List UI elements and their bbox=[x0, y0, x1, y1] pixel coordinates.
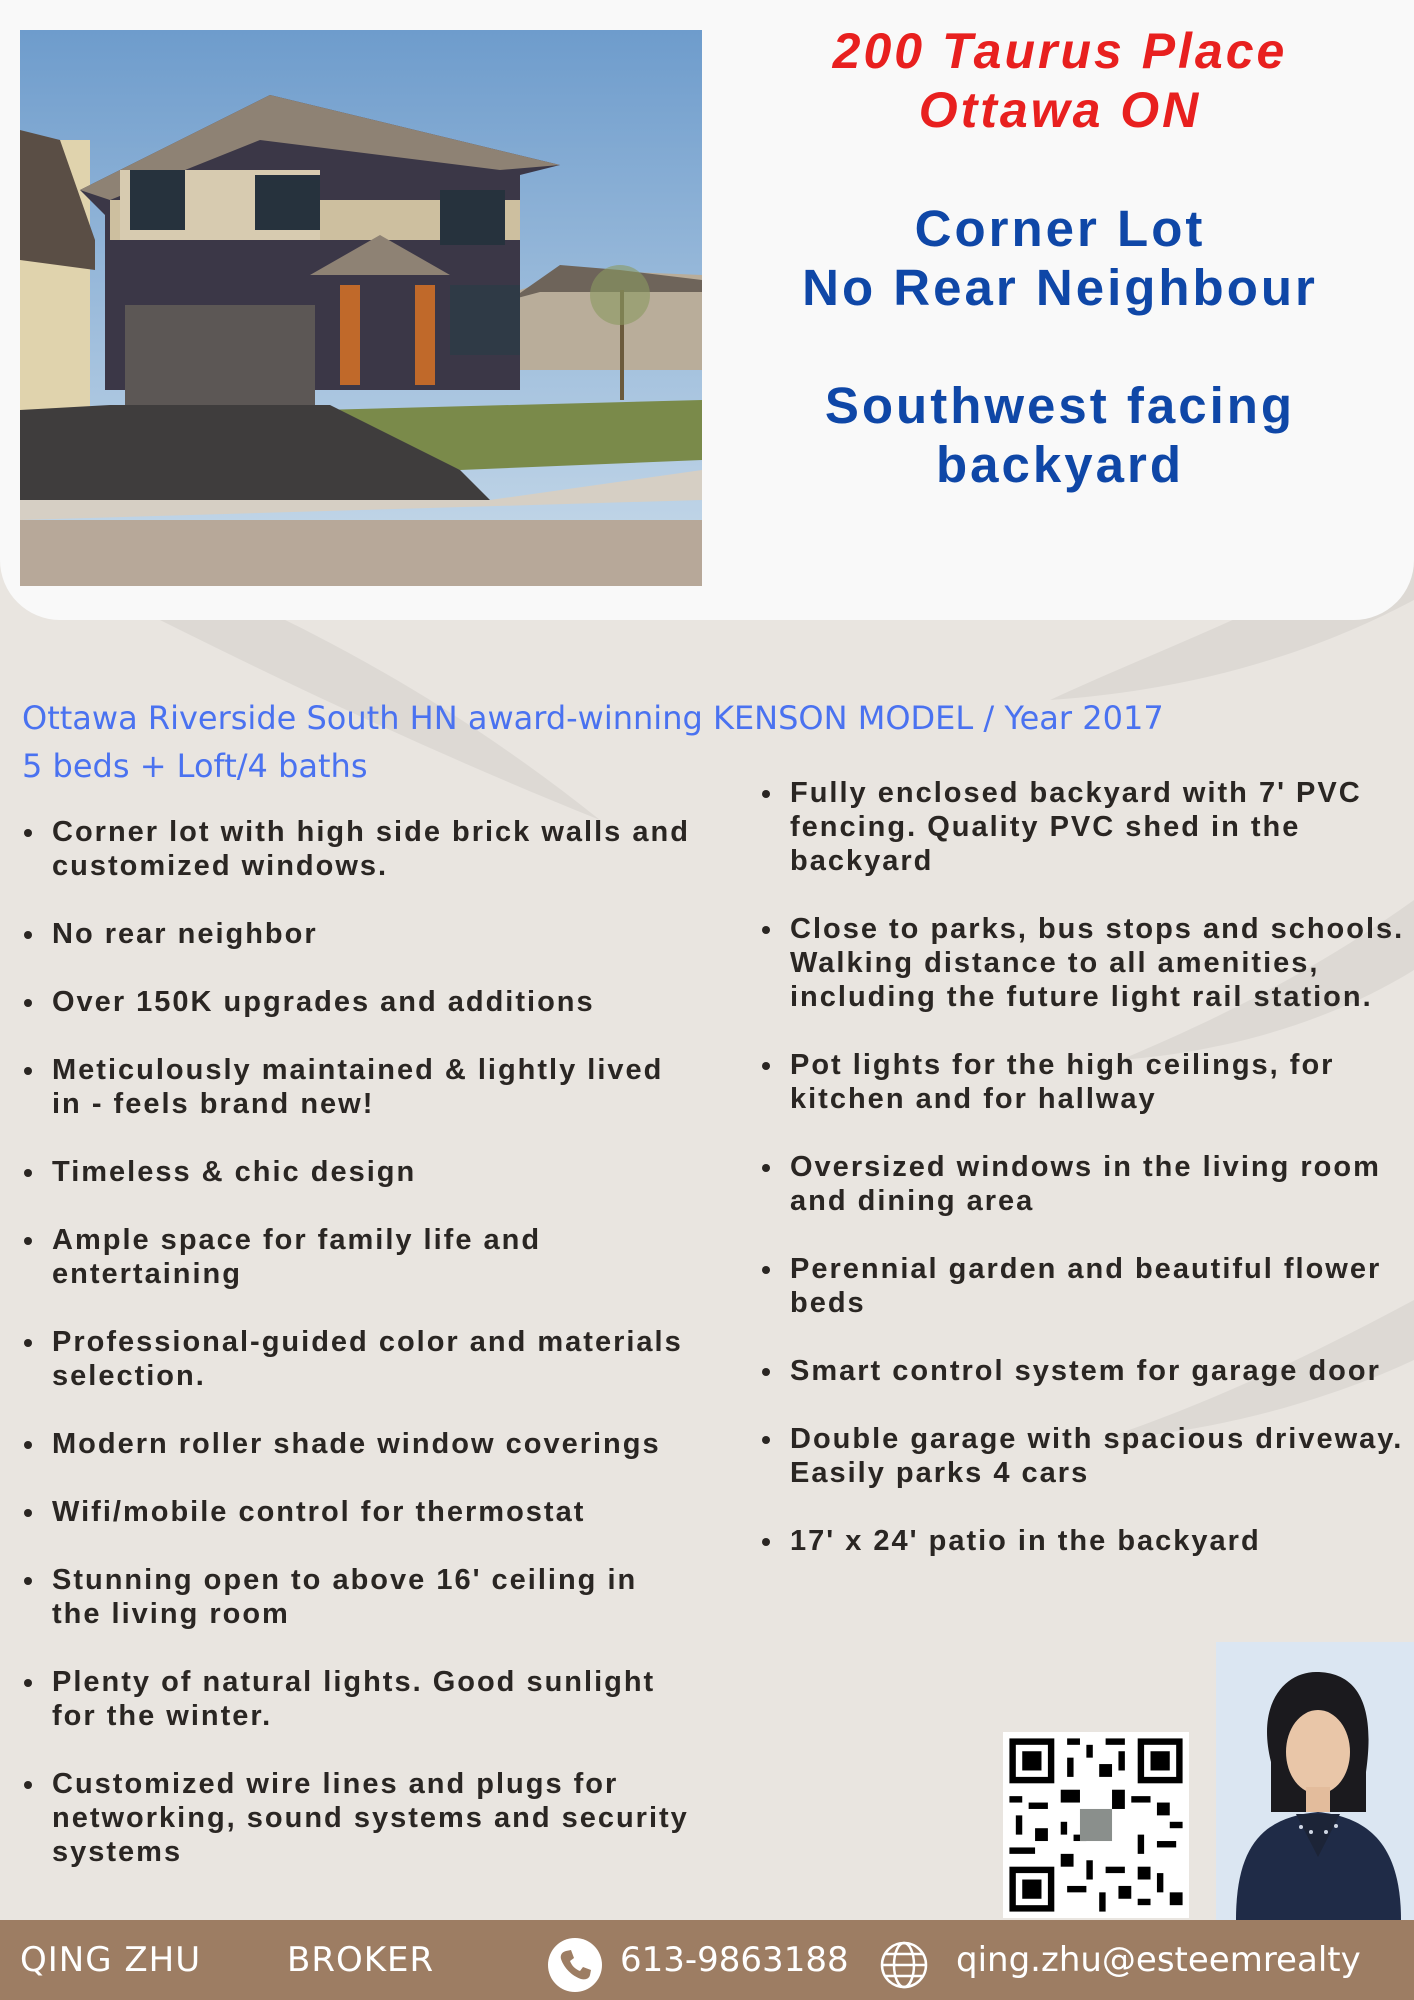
feature-item: Perennial garden and beautiful flower beds bbox=[790, 1252, 1414, 1320]
feature-item: Smart control system for garage door bbox=[790, 1354, 1414, 1388]
feature-item: Stunning open to above 16' ceiling in the living room bbox=[52, 1563, 692, 1631]
highlight-corner-lot-line1: Corner Lot bbox=[914, 200, 1206, 257]
feature-item: Close to parks, bus stops and schools. Walking distance to all amenities, including the future light rail station. bbox=[790, 912, 1414, 1014]
agent-phone[interactable]: 613-9863188 bbox=[620, 1940, 849, 1980]
qr-code[interactable] bbox=[1003, 1732, 1189, 1918]
feature-item: 17' x 24' patio in the backyard bbox=[790, 1524, 1414, 1558]
feature-item: Customized wire lines and plugs for networking, sound systems and security systems bbox=[52, 1767, 692, 1869]
feature-item: Oversized windows in the living room and dining area bbox=[790, 1150, 1414, 1218]
feature-item: Fully enclosed backyard with 7' PVC fencing. Quality PVC shed in the backyard bbox=[790, 776, 1414, 878]
feature-item: Over 150K upgrades and additions bbox=[52, 985, 692, 1019]
feature-item: Double garage with spacious driveway. Easily parks 4 cars bbox=[790, 1422, 1414, 1490]
highlight-corner-lot-line2: No Rear Neighbour bbox=[802, 259, 1318, 316]
highlight-corner-lot bbox=[740, 199, 1380, 317]
header-card bbox=[0, 0, 1414, 620]
feature-item: Professional-guided color and materials selection. bbox=[52, 1325, 692, 1393]
address-line-city: Ottawa ON bbox=[918, 82, 1202, 138]
house-photo bbox=[20, 30, 702, 586]
feature-list-right bbox=[760, 776, 1414, 1592]
agent-email[interactable]: qing.zhu@esteemrealty bbox=[956, 1940, 1361, 1980]
agent-photo bbox=[1216, 1642, 1414, 1920]
address-line-street: 200 Taurus Place bbox=[832, 23, 1288, 79]
feature-list-left bbox=[22, 815, 692, 1903]
agent-title: BROKER bbox=[287, 1940, 435, 1980]
feature-item: Wifi/mobile control for thermostat bbox=[52, 1495, 692, 1529]
model-subtitle-line2: 5 beds + Loft/4 baths bbox=[22, 747, 368, 785]
phone-icon bbox=[547, 1937, 603, 1993]
footer-contact-bar bbox=[0, 1920, 1414, 2000]
highlight-backyard-line2: backyard bbox=[936, 436, 1184, 493]
highlight-backyard bbox=[740, 376, 1380, 494]
feature-item: Ample space for family life and entertaining bbox=[52, 1223, 692, 1291]
agent-name: QING ZHU bbox=[20, 1940, 202, 1980]
feature-item: Pot lights for the high ceilings, for kitchen and for hallway bbox=[790, 1048, 1414, 1116]
feature-item: No rear neighbor bbox=[52, 917, 692, 951]
feature-item: Modern roller shade window coverings bbox=[52, 1427, 692, 1461]
feature-item: Plenty of natural lights. Good sunlight for the winter. bbox=[52, 1665, 692, 1733]
address-heading bbox=[740, 22, 1380, 140]
feature-item: Corner lot with high side brick walls and customized windows. bbox=[52, 815, 692, 883]
highlight-backyard-line1: Southwest facing bbox=[824, 377, 1296, 434]
model-subtitle-line1: Ottawa Riverside South HN award-winning KENSON MODEL / Year 2017 bbox=[22, 699, 1164, 737]
feature-item: Timeless & chic design bbox=[52, 1155, 692, 1189]
feature-item: Meticulously maintained & lightly lived in - feels brand new! bbox=[52, 1053, 692, 1121]
globe-icon bbox=[879, 1940, 929, 1990]
